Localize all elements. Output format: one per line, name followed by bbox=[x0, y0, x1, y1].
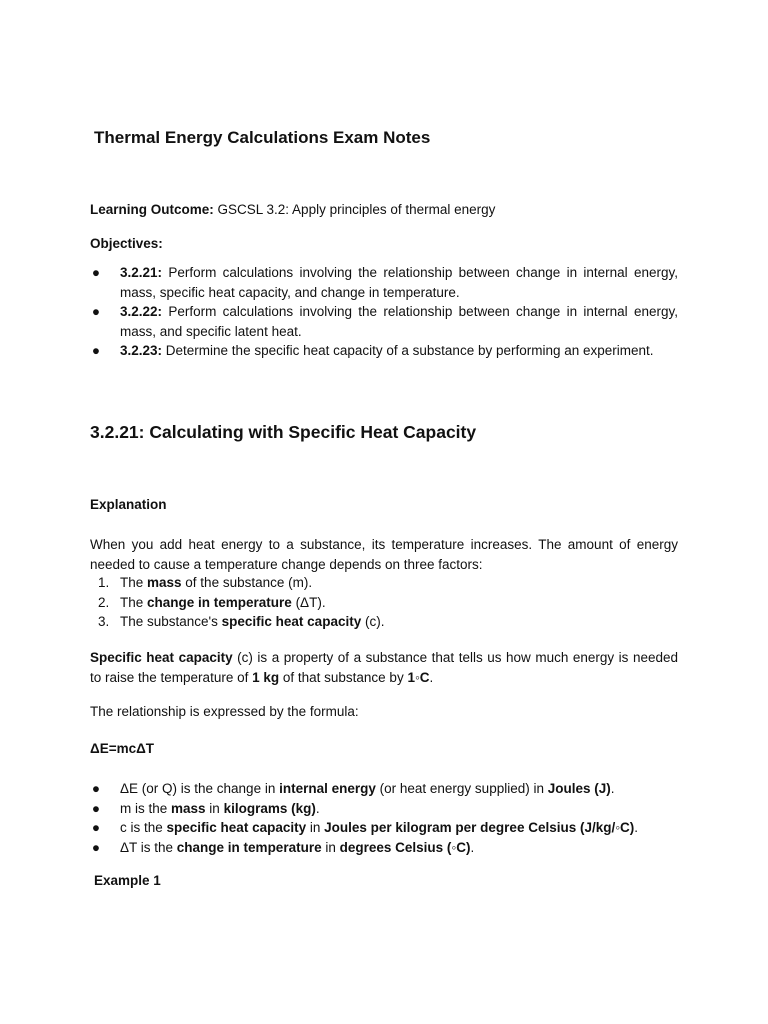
variable-text: in bbox=[306, 820, 325, 835]
variable-text: in bbox=[205, 800, 224, 816]
factor-bold: change in temperature bbox=[147, 594, 292, 610]
objective-item bbox=[90, 302, 678, 341]
shc-text: (c) is a property of a substance that tells us how much energy is needed to raise the temperature of bbox=[90, 650, 678, 685]
variable-text: (or heat energy supplied) in bbox=[375, 781, 548, 796]
variable-bold: mass bbox=[171, 800, 206, 816]
shc-text: . bbox=[429, 669, 434, 685]
shc-term: Specific heat capacity bbox=[90, 650, 233, 665]
objective-code: 3.2.23: bbox=[120, 343, 163, 358]
variable-text: . bbox=[315, 800, 320, 816]
factor-item bbox=[98, 573, 384, 593]
objective-text: Perform calculations involving the relationship between change in internal energy, mass, and specific latent heat. bbox=[120, 304, 678, 339]
bullet-icon: ● bbox=[91, 781, 101, 796]
variable-unit: Joules per kilogram per degree Celsius (J/kg/◦C) bbox=[324, 820, 635, 835]
variable-bold: internal energy bbox=[279, 781, 376, 796]
bullet-icon: ● bbox=[91, 820, 101, 835]
variable-text: c is the bbox=[120, 820, 167, 835]
variable-unit: kilograms (kg) bbox=[223, 800, 316, 816]
variables-list bbox=[90, 779, 690, 857]
variable-text: ΔE (or Q) is the change in bbox=[120, 781, 280, 796]
list-number: 1. bbox=[98, 575, 110, 590]
variable-text: . bbox=[610, 781, 615, 796]
objectives-list bbox=[90, 263, 678, 361]
objective-text: Perform calculations involving the relationship between change in internal energy, mass, specific heat capacity, and change in temperature. bbox=[120, 265, 678, 300]
variable-unit: Joules (J) bbox=[547, 781, 611, 796]
learning-outcome-label: Learning Outcome: bbox=[90, 202, 214, 217]
shc-text: of that substance by bbox=[279, 669, 408, 685]
variable-item bbox=[90, 818, 690, 838]
variable-item bbox=[90, 799, 690, 819]
factor-item bbox=[98, 612, 384, 632]
variable-text: . bbox=[634, 820, 639, 835]
bullet-icon: ● bbox=[91, 343, 101, 358]
objective-code: 3.2.22: bbox=[120, 304, 163, 319]
factor-item bbox=[98, 593, 384, 613]
objectives-heading: Objectives: bbox=[90, 236, 163, 251]
variable-bold: specific heat capacity bbox=[166, 820, 307, 835]
factor-bold: mass bbox=[147, 575, 182, 590]
bullet-icon: ● bbox=[91, 265, 101, 280]
intro-paragraph: When you add heat energy to a substance, its temperature increases. The amount of energy needed to cause a temperature change depends on three factors: bbox=[90, 537, 678, 572]
variable-text: ΔT is the bbox=[120, 839, 177, 855]
explanation-heading: Explanation bbox=[90, 497, 167, 512]
learning-outcome-text: GSCSL 3.2: Apply principles of thermal energy bbox=[213, 202, 496, 217]
relationship-paragraph: The relationship is expressed by the formula: bbox=[90, 704, 359, 719]
factor-text: The bbox=[120, 575, 148, 590]
page-title: Thermal Energy Calculations Exam Notes bbox=[94, 128, 431, 147]
section-heading: 3.2.21: Calculating with Specific Heat Capacity bbox=[90, 422, 477, 442]
bullet-icon: ● bbox=[91, 839, 101, 855]
variable-text: m is the bbox=[120, 800, 172, 816]
learning-outcome bbox=[90, 202, 495, 217]
variable-bold: change in temperature bbox=[176, 839, 322, 855]
factor-bold: specific heat capacity bbox=[221, 614, 362, 629]
objective-item bbox=[90, 341, 678, 361]
bullet-icon: ● bbox=[91, 800, 101, 816]
variable-unit: degrees Celsius (◦C) bbox=[339, 839, 471, 855]
factor-text: of the substance (m). bbox=[181, 575, 313, 590]
formula: ΔE=mcΔT bbox=[90, 741, 155, 756]
list-number: 3. bbox=[98, 614, 110, 629]
factor-text: (c). bbox=[361, 614, 385, 629]
bullet-icon: ● bbox=[91, 304, 101, 319]
factor-text: The substance's bbox=[120, 614, 222, 629]
variable-text: . bbox=[470, 839, 475, 855]
factor-text: The bbox=[120, 594, 148, 610]
objective-item bbox=[90, 263, 678, 302]
list-number: 2. bbox=[98, 594, 110, 610]
factor-text: (ΔT). bbox=[291, 594, 326, 610]
objective-code: 3.2.21: bbox=[120, 265, 163, 280]
shc-degree: 1◦C bbox=[407, 669, 430, 685]
variable-item bbox=[90, 779, 690, 799]
shc-paragraph bbox=[90, 648, 678, 687]
example-heading: Example 1 bbox=[94, 873, 161, 888]
variable-item bbox=[90, 838, 690, 858]
shc-mass: 1 kg bbox=[252, 669, 280, 685]
variable-text: in bbox=[321, 839, 340, 855]
factors-list bbox=[98, 573, 384, 632]
objective-text: Determine the specific heat capacity of a substance by performing an experiment. bbox=[162, 343, 654, 358]
